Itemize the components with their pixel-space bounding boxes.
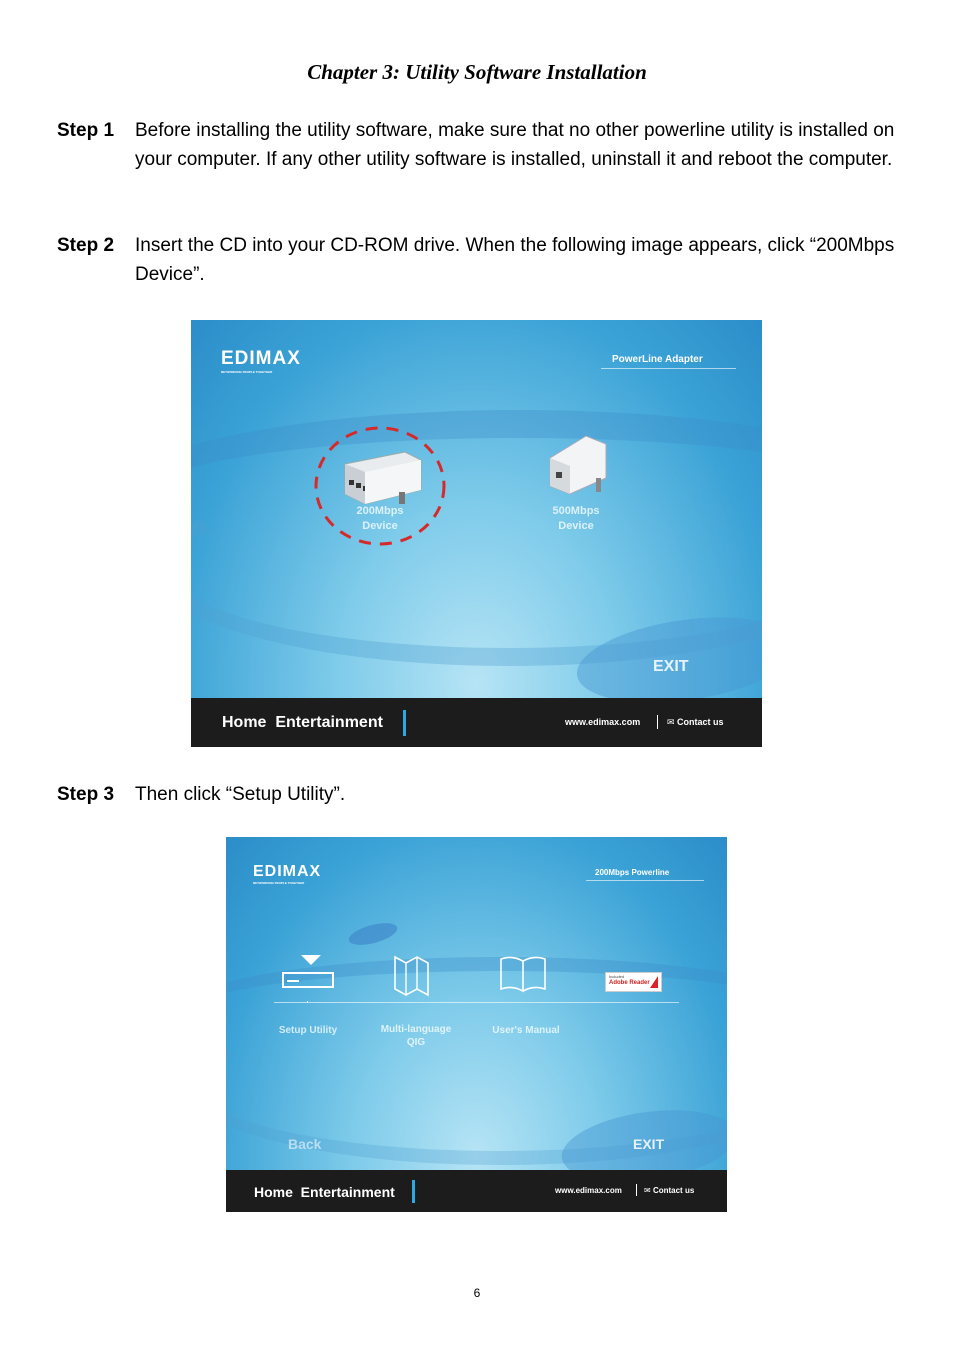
device-500-label: 500Mbps Device [552, 505, 600, 532]
device-200-label: 200Mbps Device [356, 505, 404, 532]
setup-utility-label: Setup Utility [278, 1025, 338, 1036]
product-label: PowerLine Adapter [612, 354, 703, 365]
step-text: Then click “Setup Utility”. [135, 784, 346, 805]
step-label: Step 3 [57, 784, 115, 805]
decor-blob [347, 919, 400, 949]
chapter-title: Chapter 3: Utility Software Installation [307, 60, 647, 84]
product-label: 200Mbps Powerline [595, 868, 670, 877]
map-book-icon [371, 951, 461, 1001]
edimax-logo: EDIMAX NETWORKING PEOPLE TOGETHER [221, 348, 301, 374]
contact-link[interactable]: ✉ Contact us [644, 1186, 695, 1195]
envelope-icon: ✉ [644, 1186, 653, 1195]
adobe-reader-text: Adobe Reader [609, 980, 650, 986]
divider [586, 880, 704, 881]
footer-bar [191, 698, 762, 747]
step-text: Before installing the utility software, make sure that no other powerline utility is installed on your computer. If any other utility software is installed, uninstall it and reboot the computer. [135, 120, 895, 170]
installer-screen-200mbps [226, 837, 727, 1212]
footer-bar [226, 1170, 727, 1212]
website-link[interactable]: www.edimax.com [565, 717, 641, 727]
step-text: Insert the CD into your CD-ROM drive. When the following image appears, click “200Mbps Device”. [135, 235, 895, 285]
adapter-500-icon [526, 428, 626, 508]
divider [601, 368, 736, 369]
step-3 [57, 780, 897, 810]
divider [657, 715, 658, 729]
installer-screen-main [191, 320, 762, 747]
exit-button[interactable]: EXIT [633, 1136, 665, 1152]
divider [636, 1184, 637, 1196]
setup-utility-button[interactable] [271, 953, 351, 1039]
users-manual-label: User's Manual [492, 1025, 560, 1036]
exit-button[interactable]: EXIT [653, 658, 689, 675]
qig-button[interactable] [371, 951, 461, 1047]
adobe-reader-button[interactable] [605, 972, 662, 992]
back-button[interactable]: Back [288, 1136, 322, 1152]
install-icon [271, 953, 351, 1003]
open-book-icon [481, 951, 571, 1001]
step-1 [57, 116, 897, 206]
website-link[interactable]: www.edimax.com [555, 1186, 622, 1195]
contact-link[interactable]: ✉ Contact us [667, 717, 724, 727]
adobe-icon [648, 974, 660, 990]
home-entertainment: Home Entertainment [222, 714, 383, 731]
accent-bar [412, 1180, 415, 1203]
device-500mbps-button[interactable] [526, 428, 626, 538]
qig-label: Multi-language QIG [380, 1024, 452, 1048]
edimax-logo: EDIMAX NETWORKING PEOPLE TOGETHER [253, 863, 322, 885]
page-number: 6 [473, 1286, 481, 1300]
step-label: Step 1 [57, 120, 115, 141]
accent-bar [403, 710, 406, 736]
users-manual-button[interactable] [481, 951, 571, 1037]
adobe-included-text: Included [609, 974, 625, 979]
step-2 [57, 231, 897, 291]
home-entertainment: Home Entertainment [254, 1184, 395, 1200]
envelope-icon: ✉ [667, 717, 678, 727]
device-200mbps-button[interactable] [313, 424, 447, 548]
step-label: Step 2 [57, 235, 115, 256]
